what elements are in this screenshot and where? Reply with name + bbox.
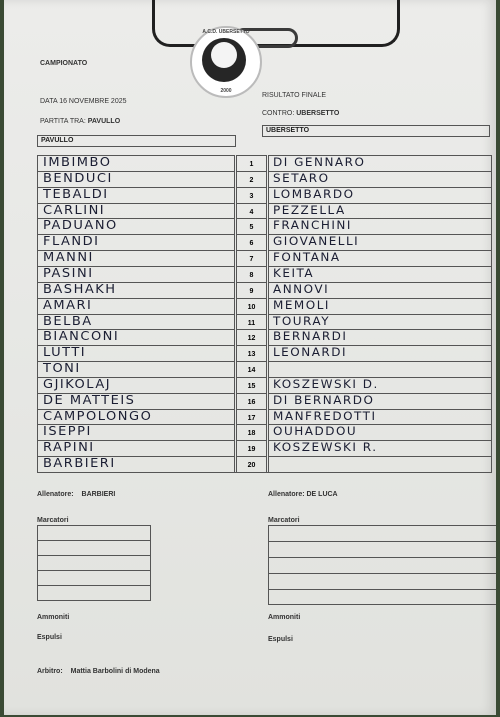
away-player-cell [268,329,492,345]
home-player-name: MANNI [43,250,94,265]
away-player-cell [268,155,492,171]
table-row [37,440,492,456]
home-player-cell [37,250,235,266]
away-player-cell [268,218,492,234]
home-team-box: PAVULLO [37,135,236,147]
away-booked-label: Ammoniti [268,614,301,621]
away-player-cell [268,345,492,361]
away-player-cell [268,440,492,456]
home-player-cell [37,361,235,377]
home-player-name: PASINI [43,266,94,281]
home-player-cell [37,314,235,330]
away-player-cell [268,393,492,409]
home-player-name: PADUANO [43,218,118,234]
table-row [37,155,492,171]
home-player-cell [37,329,235,345]
away-player-cell [268,171,492,187]
away-player-name: DI GENNARO [273,155,366,169]
shirt-number: 4 [236,203,267,219]
table-row [37,250,492,266]
table-row [37,282,492,298]
club-logo [190,26,262,98]
home-player-cell [37,282,235,298]
shirt-number: 8 [236,266,267,282]
home-player-cell [37,345,235,361]
logo-text: A.C.D. UBERSETTO [202,29,250,35]
away-player-name: LEONARDI [273,345,348,359]
home-player-name: BIANCONI [43,329,120,344]
home-player-name: AMARI [43,298,93,313]
table-row [37,329,492,345]
home-player-name: CARLINI [43,202,106,218]
away-scorers-label: Marcatori [268,517,300,524]
away-player-name: LOMBARDO [273,187,355,201]
campionato-label: CAMPIONATO [40,60,88,67]
table-row [37,266,492,282]
referee-label: Arbitro: [37,668,63,675]
match-label: PARTITA TRA: [40,118,86,125]
away-player-cell [268,456,492,472]
home-player-cell [37,409,235,425]
table-row [37,234,492,250]
table-bottom-border [37,472,492,473]
table-row [37,409,492,425]
table-row [37,361,492,377]
home-coach-label: Allenatore: [37,491,74,498]
away-player-cell [268,250,492,266]
away-player-cell [268,187,492,203]
home-player-cell [37,424,235,440]
home-team: PAVULLO [87,118,121,125]
home-player-name: IMBIMBO [43,155,112,170]
shirt-number: 7 [236,250,267,266]
away-player-cell [268,377,492,393]
table-row [37,187,492,203]
home-player-name: ISEPPI [43,424,92,440]
home-player-cell [37,393,235,409]
referee-name: Mattia Barbolini di Modena [70,668,160,675]
away-player-name: TOURAY [273,313,331,328]
shirt-number: 13 [236,345,267,361]
away-player-cell [268,203,492,219]
shirt-number: 3 [236,187,267,203]
away-player-name: ANNOVI [273,282,330,296]
result-label: RISULTATO FINALE [262,92,327,99]
away-scorers-grid [268,525,496,605]
home-player-name: CAMPOLONGO [43,408,153,424]
away-coach: Allenatore: DE LUCA [268,491,338,498]
table-row [37,203,492,219]
home-player-cell [37,440,235,456]
home-player-cell [37,218,235,234]
away-player-cell [268,234,492,250]
home-player-cell [37,234,235,250]
away-team: UBERSETTO [296,110,340,117]
away-player-cell [268,282,492,298]
away-player-name: DI BERNARDO [273,393,375,407]
home-scorers-label: Marcatori [37,517,69,524]
match-between [40,118,120,125]
home-player-name: RAPINI [43,440,95,455]
shirt-number: 2 [236,171,267,187]
home-player-cell [37,203,235,219]
away-player-name: FONTANA [273,250,341,264]
home-player-name: DE MATTEIS [43,393,136,408]
shirt-number: 18 [236,424,267,440]
home-player-name: TEBALDI [43,187,109,202]
away-player-cell [268,314,492,330]
home-player-name: TONI [43,361,81,376]
table-row [37,314,492,330]
away-player-name: KOSZEWSKI D. [273,377,379,391]
table-row [37,377,492,393]
home-booked-label: Ammoniti [37,614,70,621]
home-player-name: FLANDI [43,234,100,249]
home-coach [37,491,115,498]
shirt-number: 17 [236,409,267,425]
home-player-cell [37,456,235,472]
logo-year: 2000 [220,88,232,94]
away-player-name: KEITA [273,266,315,280]
away-player-name: FRANCHINI [273,218,352,233]
score-sheet [4,0,496,715]
shirt-number: 1 [236,155,267,171]
away-player-name: MANFREDOTTI [273,408,377,423]
home-player-cell [37,171,235,187]
shirt-number: 15 [236,377,267,393]
bulldog-icon [211,42,237,68]
away-player-cell [268,424,492,440]
match-against [262,110,339,117]
home-sentoff-label: Espulsi [37,634,62,641]
home-player-cell [37,377,235,393]
match-date: DATA 16 NOVEMBRE 2025 [40,98,127,105]
shirt-number: 6 [236,234,267,250]
away-player-cell [268,409,492,425]
table-row [37,456,492,472]
table-row [37,393,492,409]
away-player-name: KOSZEWSKI R. [273,440,378,454]
shirt-number: 14 [236,361,267,377]
home-player-cell [37,155,235,171]
shirt-number: 11 [236,314,267,330]
away-team-box: UBERSETTO [262,125,490,137]
away-player-name: GIOVANELLI [273,234,360,248]
table-row [37,345,492,361]
table-row [37,171,492,187]
against-label: CONTRO: [262,110,295,117]
home-scorers-grid [37,525,151,601]
home-player-name: BARBIERI [43,456,116,471]
table-row [37,298,492,314]
shirt-number: 16 [236,393,267,409]
home-player-cell [37,266,235,282]
table-row [37,424,492,440]
away-player-name: BERNARDI [273,329,348,343]
referee [37,668,160,675]
shirt-number: 5 [236,218,267,234]
away-player-cell [268,266,492,282]
away-player-name: SETARO [273,171,330,185]
away-player-name: PEZZELLA [273,202,346,217]
shirt-number: 10 [236,298,267,314]
home-player-name: BASHAKH [43,282,117,297]
away-player-cell [268,298,492,314]
away-player-name: OUHADDOU [273,424,358,439]
home-player-cell [37,187,235,203]
shirt-number: 12 [236,329,267,345]
away-player-cell [268,361,492,377]
home-player-name: GJIKOLAJ [43,377,112,392]
shirt-number: 20 [236,456,267,472]
home-player-name: LUTTI [43,345,87,360]
shirt-number: 9 [236,282,267,298]
table-row [37,218,492,234]
home-coach-name: BARBIERI [81,491,116,498]
home-player-cell [37,298,235,314]
home-player-name: BENDUCI [43,171,113,186]
away-player-name: MEMOLI [273,297,330,312]
away-sentoff-label: Espulsi [268,636,293,643]
shirt-number: 19 [236,440,267,456]
home-player-name: BELBA [43,313,93,329]
